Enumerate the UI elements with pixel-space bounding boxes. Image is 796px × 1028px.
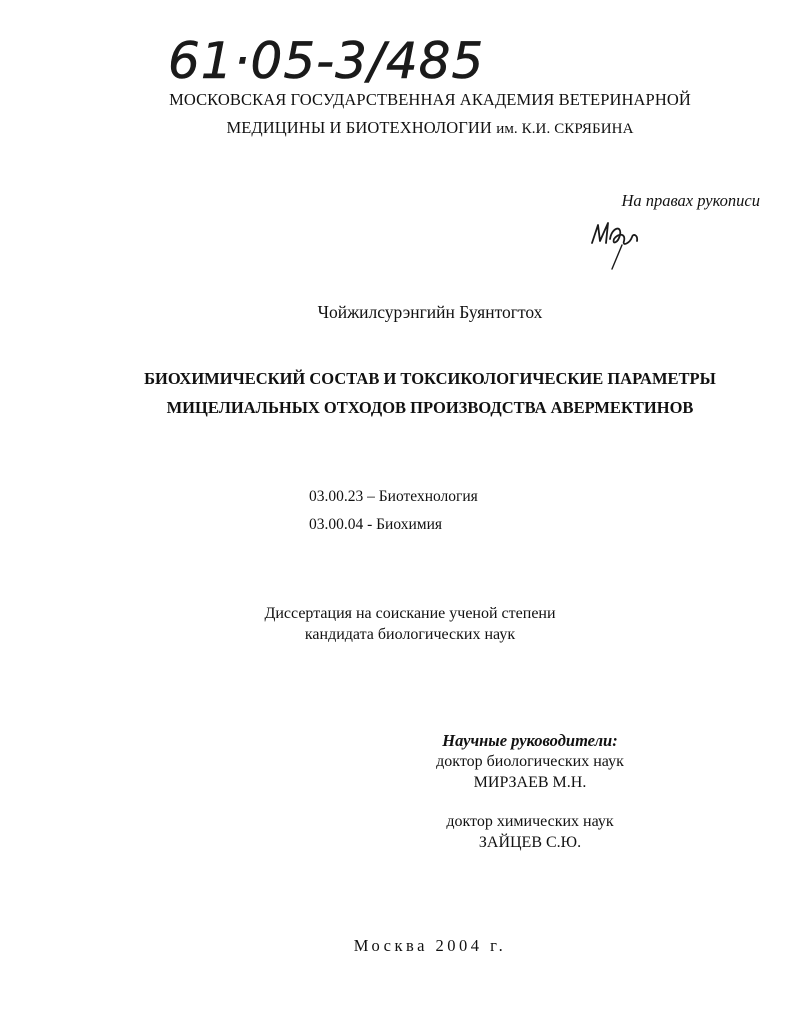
handwritten-archive-number — [168, 16, 508, 96]
signature-drawing — [582, 213, 662, 275]
institution-line-2-main: МЕДИЦИНЫ И БИОТЕХНОЛОГИИ — [226, 118, 492, 137]
institution-line-2 — [150, 114, 710, 143]
scientific-advisors — [410, 730, 650, 853]
advisor-1-degree: доктор биологических наук — [436, 753, 624, 770]
advisor-2-degree: доктор химических наук — [446, 813, 614, 830]
author-name: Чойжилсурэнгийн Буянтогтох — [317, 302, 543, 322]
handwritten-number-drawing — [168, 16, 508, 96]
title-line-2: МИЦЕЛИАЛЬНЫХ ОТХОДОВ ПРОИЗВОДСТВА АВЕРМЕКТИНОВ — [166, 398, 694, 417]
advisor-spacer — [410, 793, 650, 811]
handwritten-number-text: 61·05-3/485 — [168, 32, 485, 90]
author-signature — [582, 213, 662, 275]
institution-line-1: МОСКОВСКАЯ ГОСУДАРСТВЕННАЯ АКАДЕМИЯ ВЕТЕРИНАРНОЙ — [169, 90, 691, 109]
degree-line-1: Диссертация на соискание ученой степени — [264, 605, 556, 622]
advisors-heading: Научные руководители: — [442, 731, 618, 750]
specialty-item: 03.00.23 – Биотехнология — [309, 488, 478, 505]
specialty-item: 03.00.04 - Биохимия — [309, 516, 442, 533]
institution-header — [150, 86, 710, 143]
degree-statement — [200, 603, 620, 645]
specialty-codes — [309, 483, 609, 539]
title-line-1: БИОХИМИЧЕСКИЙ СОСТАВ И ТОКСИКОЛОГИЧЕСКИЕ ПАРАМЕТРЫ — [144, 369, 716, 388]
advisor-1-name: МИРЗАЕВ М.Н. — [473, 774, 587, 791]
advisor-2-name: ЗАЙЦЕВ С.Ю. — [478, 834, 582, 851]
degree-line-2: кандидата биологических наук — [304, 626, 516, 643]
manuscript-rights-note: На правах рукописи — [621, 191, 760, 210]
institution-line-2-suffix: им. К.И. СКРЯБИНА — [496, 121, 634, 137]
dissertation-title — [100, 364, 760, 422]
city-and-year: Москва 2004 г. — [353, 936, 507, 955]
